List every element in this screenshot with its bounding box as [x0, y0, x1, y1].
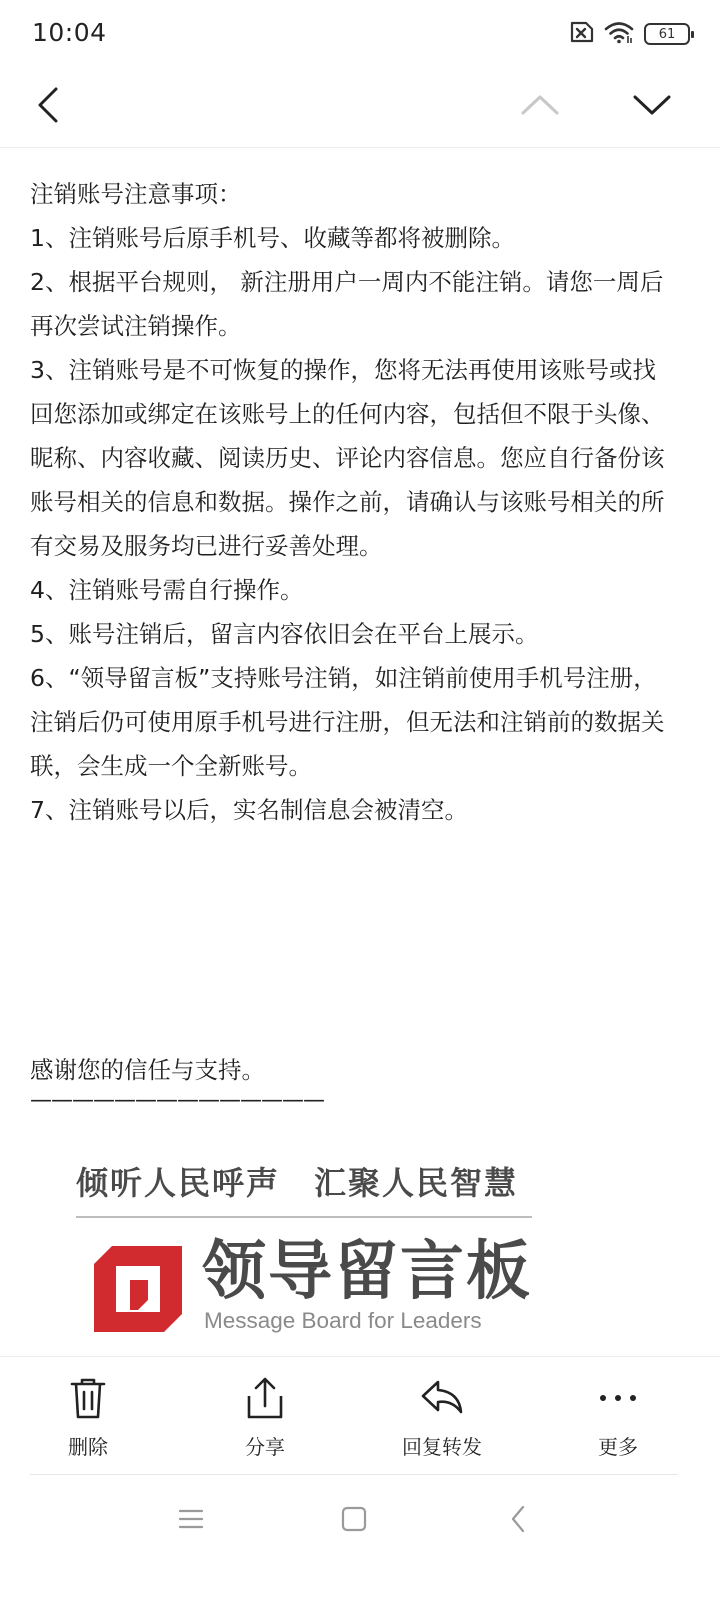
- toolbar-divider: [30, 1474, 678, 1475]
- text-divider: ——————————————: [30, 1088, 324, 1113]
- thanks-text: 感谢您的信任与支持。: [30, 1056, 265, 1084]
- delete-label: 删除: [68, 1435, 108, 1459]
- reply-forward-button[interactable]: [372, 1375, 512, 1465]
- notice-item-2: 2、根据平台规则， 新注册用户一周内不能注销。请您一周后再次尝试注销操作。: [30, 268, 664, 340]
- share-button[interactable]: [195, 1375, 335, 1465]
- home-icon: [341, 1506, 367, 1536]
- notice-item-5: 5、账号注销后，留言内容依旧会在平台上展示。: [30, 620, 539, 648]
- back-arrow-icon: [36, 87, 60, 127]
- status-time: 10:04: [32, 18, 107, 47]
- battery-icon: [644, 23, 690, 45]
- home-button[interactable]: [324, 1498, 384, 1544]
- delete-button[interactable]: [18, 1375, 158, 1465]
- chevron-down-icon: [632, 93, 672, 121]
- back-icon: [510, 1505, 526, 1537]
- sim-off-icon: [566, 20, 594, 48]
- system-back-button[interactable]: [488, 1498, 548, 1544]
- more-label: 更多: [598, 1435, 638, 1459]
- reply-icon: [420, 1375, 464, 1421]
- system-nav-bar: [0, 1476, 720, 1600]
- trash-icon: [66, 1375, 110, 1421]
- back-button[interactable]: [26, 82, 70, 132]
- notice-item-7: 7、注销账号以后，实名制信息会被清空。: [30, 796, 468, 824]
- status-bar: [0, 0, 720, 70]
- next-message-button[interactable]: [628, 82, 676, 132]
- chevron-up-icon: [520, 93, 560, 121]
- recent-apps-button[interactable]: [161, 1498, 221, 1544]
- slogan-text: 倾听人民呼声 汇聚人民智慧: [76, 1164, 519, 1202]
- nav-header: [0, 70, 720, 148]
- more-icon: [596, 1375, 640, 1421]
- signature-logo: [76, 1158, 534, 1348]
- brand-subtitle: Message Board for Leaders: [204, 1308, 482, 1333]
- message-body: [30, 172, 678, 832]
- notice-item-6: 6、“领导留言板”支持账号注销，如注销前使用手机号注册，注销后仍可使用原手机号进行注册，但无法和注销前的数据关联，会生成一个全新账号。: [30, 664, 665, 780]
- reply-forward-label: 回复转发: [402, 1435, 482, 1459]
- previous-message-button[interactable]: [516, 82, 564, 132]
- notice-item-3: 3、注销账号是不可恢复的操作，您将无法再使用该账号或找回您添加或绑定在该账号上的任何内容，包括但不限于头像、昵称、内容收藏、阅读历史、评论内容信息。您应自行备份该账号相关的信息和数据。操作之前，请确认与该账号相关的所有交易及服务均已进行妥善处理。: [30, 356, 665, 560]
- more-button[interactable]: [548, 1375, 688, 1465]
- slogan-divider: [76, 1216, 532, 1218]
- action-toolbar: [0, 1356, 720, 1474]
- wifi-icon: [604, 20, 634, 48]
- notice-item-4: 4、注销账号需自行操作。: [30, 576, 304, 604]
- share-icon: [243, 1375, 287, 1421]
- brand-logo-icon: [90, 1244, 186, 1334]
- notice-heading: 注销账号注意事项：: [30, 180, 242, 208]
- notice-item-1: 1、注销账号后原手机号、收藏等都将被删除。: [30, 224, 515, 252]
- share-label: 分享: [245, 1435, 285, 1459]
- status-icons: [566, 20, 690, 48]
- brand-name: 领导留言板: [202, 1235, 532, 1309]
- battery-level: 61: [658, 26, 676, 42]
- menu-icon: [178, 1508, 204, 1534]
